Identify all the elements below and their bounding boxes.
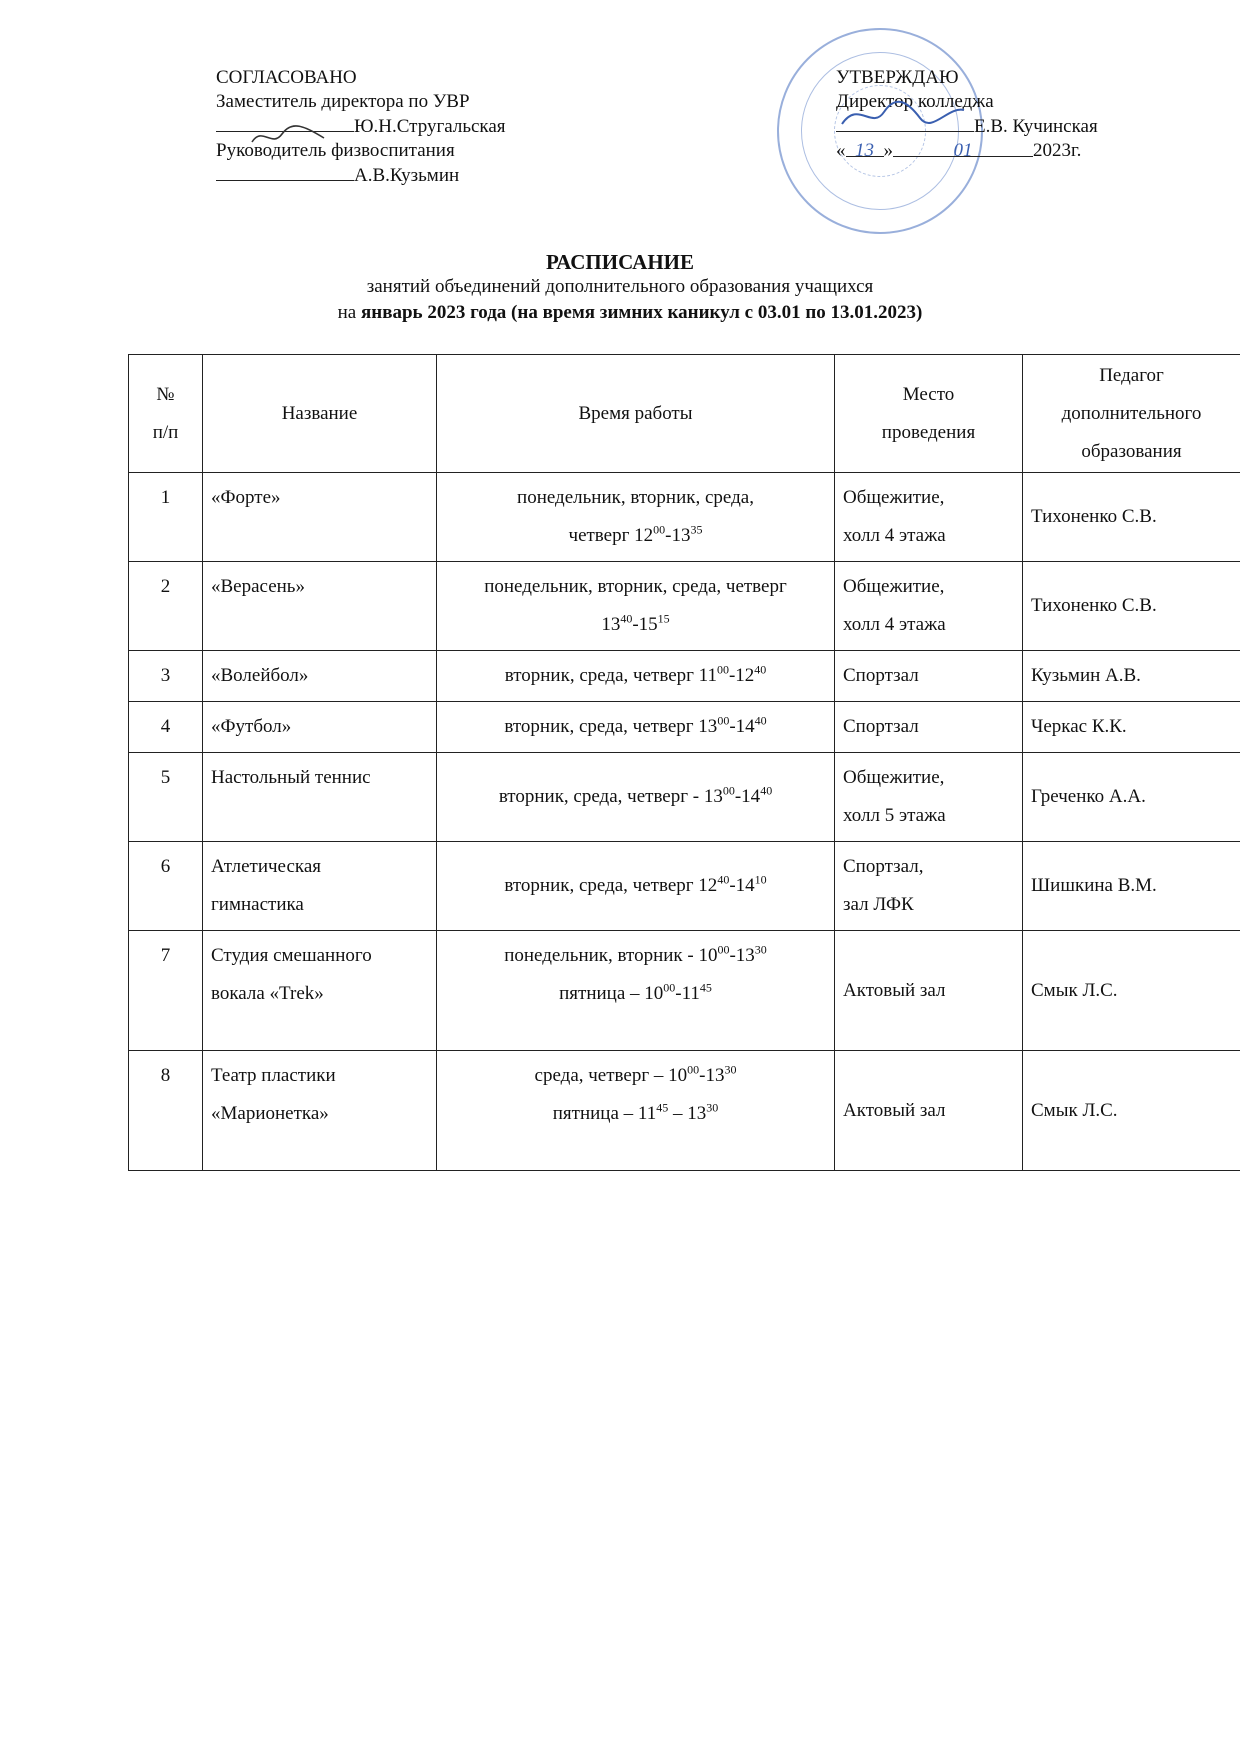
director-signature [838, 96, 968, 136]
approved-title: УТВЕРЖДАЮ [836, 67, 959, 88]
approved-year: 2023г. [1033, 140, 1082, 161]
row-name: Атлетическая гимнастика [203, 842, 437, 931]
row-time: понедельник, вторник, среда, четверг $13^{40}-15^{15}$ [437, 562, 835, 651]
deputy-signature [248, 122, 328, 152]
row-num: 7 [129, 931, 203, 1051]
row-teacher: Тихоненко С.В. [1023, 473, 1240, 562]
approved-date [836, 139, 1098, 163]
row-place: Спортзал [835, 702, 1023, 753]
row-name: Студия смешанного вокала «Trek» [203, 931, 437, 1051]
header-place: Место проведения [835, 355, 1023, 473]
row-time: вторник, среда, четверг $13^{00}-14^{40}$ [437, 702, 835, 753]
table-row [129, 1051, 1240, 1171]
period-prefix: на [337, 302, 361, 323]
row-name: «Верасень» [203, 562, 437, 651]
row-time: вторник, среда, четверг $12^{40}-14^{10}$ [437, 842, 835, 931]
row-time: понедельник, вторник - $10^{00}-13^{30}$ пятница – $10^{00}-11^{45}$ [437, 931, 835, 1051]
table-row [129, 562, 1240, 651]
row-teacher: Греченко А.А. [1023, 753, 1240, 842]
approved-name: Е.В. Кучинская [974, 116, 1098, 137]
agreed-line3: Руководитель физвоспитания [216, 140, 455, 161]
agreed-line4 [216, 163, 506, 188]
row-place: Спортзал [835, 651, 1023, 702]
row-num: 2 [129, 562, 203, 651]
table-row [129, 651, 1240, 702]
signature-blank [216, 163, 354, 181]
row-time: вторник, среда, четверг $11^{00}-12^{40}$ [437, 651, 835, 702]
header-num: № п/п [129, 355, 203, 473]
row-teacher: Шишкина В.М. [1023, 842, 1240, 931]
row-place: Спортзал, зал ЛФК [835, 842, 1023, 931]
row-name: «Волейбол» [203, 651, 437, 702]
row-teacher: Черкас К.К. [1023, 702, 1240, 753]
approved-line1: Директор колледжа [836, 91, 994, 112]
header-name: Название [203, 355, 437, 473]
row-name: Настольный теннис [203, 753, 437, 842]
row-time: среда, четверг – $10^{00}-13^{30}$ пятница – $11^{45} - 13^{30}$ [437, 1051, 835, 1171]
document-subtitle: занятий объединений дополнительного образования учащихся [366, 276, 874, 297]
date-quote-close: » [883, 140, 893, 161]
row-time: вторник, среда, четверг - $13^{00}-14^{40}$ [437, 753, 835, 842]
date-quote-open: « [836, 140, 846, 161]
row-num: 1 [129, 473, 203, 562]
row-num: 4 [129, 702, 203, 753]
row-place: Актовый зал [835, 931, 1023, 1051]
row-teacher: Тихоненко С.В. [1023, 562, 1240, 651]
document-title: РАСПИСАНИЕ [545, 250, 695, 274]
agreed-name2: А.В.Кузьмин [354, 165, 460, 186]
approved-day: 13 [846, 139, 884, 157]
table-header-row [129, 355, 1240, 473]
agreed-line1: Заместитель директора по УВР [216, 91, 470, 112]
row-name: «Форте» [203, 473, 437, 562]
row-teacher: Кузьмин А.В. [1023, 651, 1240, 702]
approved-month: 01 [893, 139, 1033, 157]
row-num: 5 [129, 753, 203, 842]
header-teacher: Педагог дополнительного образования [1023, 355, 1240, 473]
table-row [129, 702, 1240, 753]
row-place: Общежитие, холл 5 этажа [835, 753, 1023, 842]
row-num: 3 [129, 651, 203, 702]
row-teacher: Смык Л.С. [1023, 931, 1240, 1051]
document-period [0, 302, 1240, 324]
agreed-name1: Ю.Н.Стругальская [354, 116, 506, 137]
agreed-title: СОГЛАСОВАНО [216, 67, 357, 88]
row-teacher: Смык Л.С. [1023, 1051, 1240, 1171]
row-num: 6 [129, 842, 203, 931]
row-name: «Футбол» [203, 702, 437, 753]
row-place: Общежитие, холл 4 этажа [835, 562, 1023, 651]
row-num: 8 [129, 1051, 203, 1171]
table-row [129, 753, 1240, 842]
header-time: Время работы [437, 355, 835, 473]
row-place: Актовый зал [835, 1051, 1023, 1171]
row-place: Общежитие, холл 4 этажа [835, 473, 1023, 562]
row-time: понедельник, вторник, среда, четверг $12^{00}-13^{35}$ [437, 473, 835, 562]
row-name: Театр пластики «Марионетка» [203, 1051, 437, 1171]
table-row [129, 842, 1240, 931]
schedule-table [128, 354, 1240, 1171]
table-row [129, 931, 1240, 1051]
period-range: январь 2023 года (на время зимних каникул с 03.01 по 13.01.2023) [360, 302, 923, 323]
table-row [129, 473, 1240, 562]
